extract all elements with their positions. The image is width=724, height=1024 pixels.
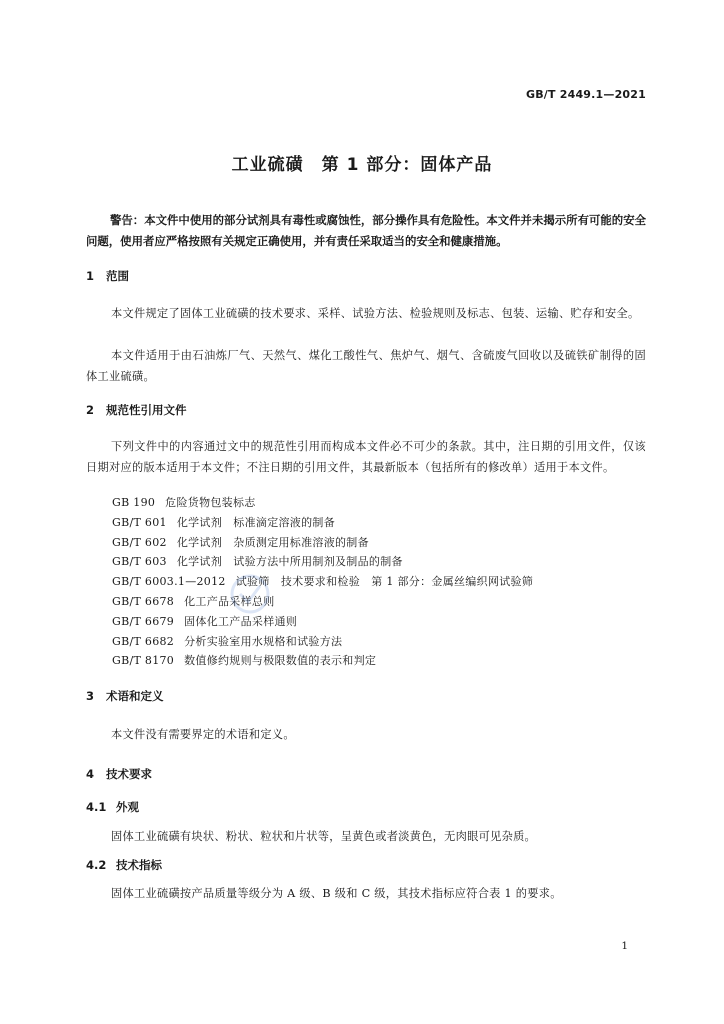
reference-code: GB/T 601 (112, 515, 167, 529)
section-number: 3 (86, 689, 95, 703)
reference-item (112, 633, 533, 653)
document-title: 工业硫磺 第 1 部分：固体产品 (231, 155, 493, 175)
scope-paragraph-1: 本文件规定了固体工业硫磺的技术要求、采样、试验方法、检验规则及标志、包装、运输、贮存和安全。 (111, 307, 640, 320)
section-number: 1 (86, 269, 95, 283)
reference-code: GB/T 6003.1—2012 (112, 575, 226, 589)
normative-references-intro: 下列文件中的内容通过文中的规范性引用而构成本文件必不可少的条款。其中，注日期的引用文件，仅该日期对应的版本适用于本文件；不注日期的引用文件，其最新版本（包括所有的修改单）适用于本文件。 (86, 440, 646, 474)
section-title: 术语和定义 (106, 689, 164, 703)
warning-notice: 警告：本文件中使用的部分试剂具有毒性或腐蚀性，部分操作具有危险性。本文件并未揭示所有可能的安全问题，使用者应严格按照有关规定正确使用，并有责任采取适当的安全和健康措施。 (86, 213, 646, 248)
subsection-heading-technical-indicators (86, 857, 162, 873)
terms-paragraph: 本文件没有需要界定的术语和定义。 (111, 728, 295, 741)
section-heading-scope (86, 268, 129, 284)
reference-item (112, 652, 533, 672)
scope-paragraph-2: 本文件适用于由石油炼厂气、天然气、煤化工酸性气、焦炉气、烟气、含硫废气回收以及硫铁矿制得的固体工业硫磺。 (86, 349, 646, 383)
reference-title: 数值修约规则与极限数值的表示和判定 (184, 654, 377, 668)
reference-list (112, 494, 533, 672)
subsection-number: 4.1 (86, 800, 107, 814)
indicators-paragraph: 固体工业硫磺按产品质量等级分为 A 级、B 级和 C 级，其技术指标应符合表 1 的要求。 (111, 887, 562, 900)
section-title: 规范性引用文件 (106, 403, 187, 417)
reference-code: GB/T 6679 (112, 614, 175, 628)
reference-code: GB/T 603 (112, 555, 167, 569)
reference-item (112, 593, 533, 613)
reference-item (112, 553, 533, 573)
reference-code: GB 190 (112, 496, 156, 509)
reference-title: 试验筛 技术要求和检验 第 1 部分：金属丝编织网试验筛 (235, 575, 534, 589)
section-heading-terms (86, 688, 164, 704)
subsection-title: 技术指标 (116, 858, 162, 872)
section-heading-technical-requirements (86, 766, 152, 782)
section-title: 范围 (106, 269, 129, 283)
page-number: 1 (621, 940, 628, 952)
reference-title: 化学试剂 标准滴定溶液的制备 (176, 515, 336, 529)
reference-code: GB/T 602 (112, 535, 167, 549)
section-number: 2 (86, 403, 95, 417)
standard-code: GB/T 2449.1—2021 (525, 88, 646, 101)
reference-title: 化学试剂 试验方法中所用制剂及制品的制备 (176, 555, 403, 569)
reference-title: 化学试剂 杂质测定用标准溶液的制备 (176, 535, 369, 549)
watermark-logo-icon (228, 572, 272, 616)
reference-title: 固体化工产品采样通则 (184, 614, 298, 628)
section-heading-normative-references (86, 402, 187, 418)
reference-item (112, 573, 533, 593)
reference-item (112, 613, 533, 633)
subsection-number: 4.2 (86, 858, 107, 872)
subsection-title: 外观 (116, 800, 139, 814)
section-number: 4 (86, 767, 95, 781)
reference-title: 化工产品采样总则 (184, 594, 275, 608)
reference-item (112, 514, 533, 534)
reference-code: GB/T 8170 (112, 654, 175, 668)
reference-title: 危险货物包装标志 (165, 496, 256, 509)
subsection-heading-appearance (86, 799, 139, 815)
reference-code: GB/T 6678 (112, 594, 175, 608)
appearance-paragraph: 固体工业硫磺有块状、粉状、粒状和片状等，呈黄色或者淡黄色，无肉眼可见杂质。 (111, 830, 537, 843)
reference-code: GB/T 6682 (112, 634, 175, 648)
section-title: 技术要求 (106, 767, 152, 781)
reference-item (112, 494, 533, 514)
reference-title: 分析实验室用水规格和试验方法 (184, 634, 343, 648)
reference-item (112, 534, 533, 554)
